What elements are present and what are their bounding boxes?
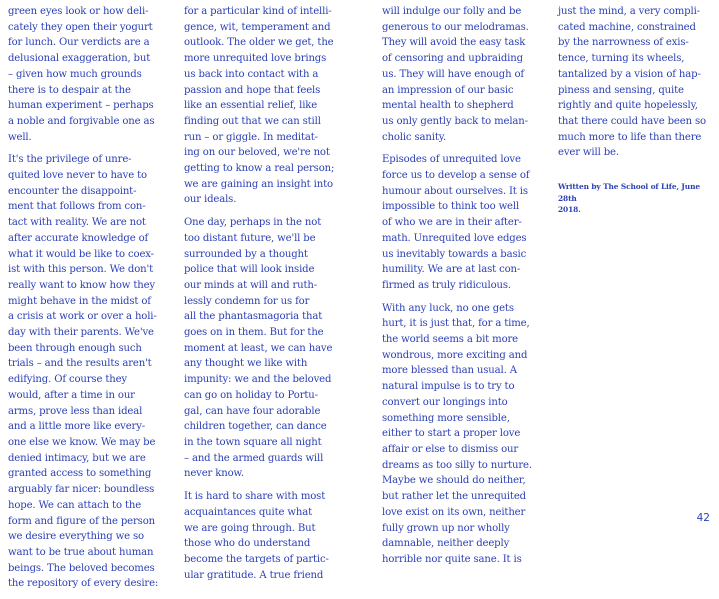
paragraph: just the mind, a very compli- cated machine, constrained by the narrowness of exis- tence, turning its wheels, tantalized by a vision of hap- piness and sensing, quite rightly and quite hopelessly, that there could have been so much more to life than there ever will be. [558,6,706,159]
text-column-1 [8,4,178,599]
text-column-4 [558,4,714,223]
paragraph: With any luck, no one gets hurt, it is just that, for a time, the world seems a bit more wondrous, more exciting and more blessed than usual. A natural impulse is to try to convert our longings into something more sensible, either to start a proper love affair or else to dismiss our dreams as too silly to nurture. Maybe we should do neither, but rather let the unrequited love exist on its own, neither fully grown up nor wholly damnable, neither deeply horrible nor quite sane. It is [382,302,532,565]
author-credit: Written by The School of Life, June 28th 2018. [558,182,700,215]
paragraph: It is hard to share with most acquaintances quite what we are going through. But those who do understand become the targets of partic- ular gratitude. A true friend [184,491,329,581]
paragraph: It's the privilege of unre- quited love never to have to encounter the disappoint- ment that follows from con- tact with reality. We are not after accurate knowledge of what it would be like to coex- ist with this person. We don't really want to know how they might behave in the midst of a crisis at work or over a holi- day with their parents. We've been through enough such trials – and the results aren't edifying. Of course they would, after a time in our arms, prove less than ideal and a little more like every- one else we know. We may be denied intimacy, but we are granted access to something arguably far nicer: boundless hope. We can attach to the form and figure of the person we desire everything we so want to be true about human beings. The beloved becomes the repository of every desire: [8,154,159,590]
paragraph: green eyes look or how deli- cately they open their yogurt for lunch. Our verdicts are a delusional exaggeration, but – given how much grounds there is to despair at the human experiment – perhaps a noble and forgivable one as well. [8,6,155,143]
text-column-2 [184,4,356,590]
paragraph: for a particular kind of intelli- gence, wit, temperament and outlook. The older we get, the more unrequited love brings us back into contact with a passion and hope that feels like an essential relief, like finding out that we can still run – or giggle. In meditat- ing on our beloved, we're not getting to know a real person; we are gaining an insight into our ideals. [184,6,335,206]
paragraph: will indulge our folly and be generous to our melodramas. They will avoid the easy task of censoring and upbraiding us. They will have enough of an impression of our basic mental health to shepherd us only gently back to melan- cholic sanity. [382,6,529,143]
paragraph: Episodes of unrequited love force us to develop a sense of humour about ourselves. It is impossible to think too well of who we are in their after- math. Unrequited love edges us inevitably towards a basic humility. We are at last con- firmed as truly ridiculous. [382,154,530,291]
text-column-3 [382,4,550,575]
paragraph: One day, perhaps in the not too distant future, we'll be surrounded by a thought police that will look inside our minds at will and ruth- lessly condemn for us for all the phantasmagoria that goes on in them. But for the moment at least, we can have any thought we like with impunity: we and the beloved can go on holiday to Portu- gal, can have four adorable children together, can dance in the town square all night – and the armed guards will never know. [184,217,333,480]
page-number: 42 [696,512,710,524]
